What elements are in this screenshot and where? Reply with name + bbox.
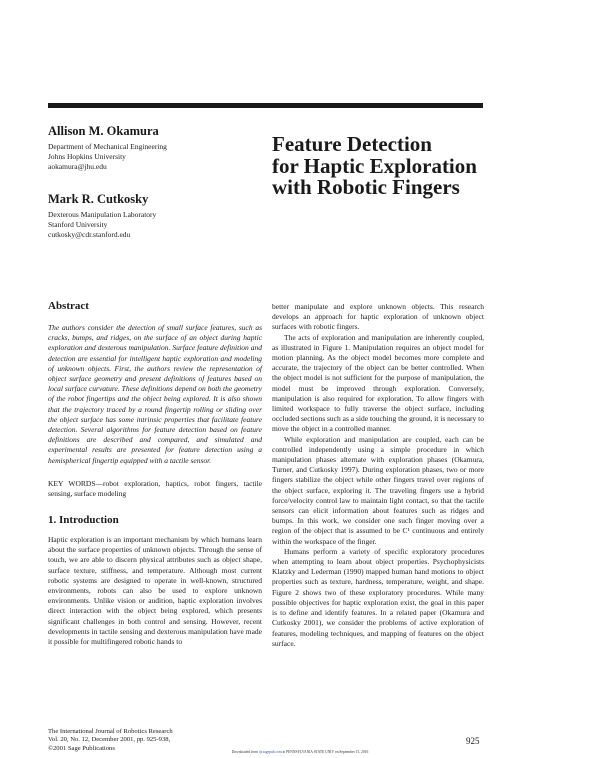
paper-title: [272, 134, 477, 199]
affiliation-line: Stanford University: [48, 220, 108, 230]
paragraph: better manipulate and explore unknown objects. This research develops an approach for haptic exploration of unknown object surfaces with robotic fingers.: [272, 302, 484, 332]
download-prefix: Downloaded from: [231, 750, 258, 754]
paragraph: Humans perform a variety of specific exploratory procedures when attempting to learn about object properties. Psychophysicists Klatzky and Lederman (1990) mapped human hand motions to object properties such as texture, hardness, temperature, weight, and shape. Figure 2 shows two of these exploratory procedures. While many possible objectives for haptic exploration exist, the goal in this paper is to define and identify features. In a related paper (Okamura and Cutkosky 2001), we consider the problems of active exploration of features, modeling techniques, and mapping of features on the object surface.: [272, 546, 484, 648]
author-name-2: Mark R. Cutkosky: [48, 192, 149, 206]
journal-volume: Vol. 20, No. 12, December 2001, pp. 925-938,: [48, 736, 171, 744]
top-rule: [48, 103, 483, 108]
title-line: with Robotic Fingers: [272, 175, 460, 199]
abstract-heading: Abstract: [48, 300, 89, 312]
author-email: aokamura@jhu.edu: [48, 162, 107, 172]
author-name-1: Allison M. Okamura: [48, 124, 159, 138]
title-line: for Haptic Exploration: [272, 153, 477, 178]
author-affiliation-2: [48, 210, 156, 241]
download-suffix: at PENNSYLVANIA STATE UNIV on September 15, 2016: [282, 750, 369, 754]
download-link[interactable]: ijr.sagepub.com: [258, 750, 282, 754]
paragraph: While exploration and manipulation are coupled, each can be controlled independently using a simple procedure in which manipulation phases alternate with exploration phases (Okamura, Turner, and Cutkosky 1997). During exploration phases, two or more fingers stabilize the object while other fingers travel over regions of the object surface, exploring it. The traveling fingers use a hybrid force/velocity control law to maintain light contact, so that the tactile sensors can elicit information about features such as ridges and bumps. In this work, we consider one such finger moving over a region of the object that is assumed to be C¹ continuous and entirely within the workspace of the finger.: [272, 434, 484, 546]
affiliation-line: Johns Hopkins University: [48, 152, 126, 162]
paragraph: The acts of exploration and manipulation are inherently coupled, as illustrated in Figure 1. Manipulation requires an object model for motion planning. As the object model becomes more complete and accurate, the trajectory of the object can be better controlled. When the object model is not sufficient for the purpose of manipulation, the model must be improved through exploration. Conversely, manipulation is also required for exploration. To allow fingers with limited workspace to fully traverse the object surface, including occluded sections such as a side touching the ground, it is necessary to move the object in a controlled manner.: [272, 332, 484, 434]
affiliation-line: Department of Mechanical Engineering: [48, 142, 167, 151]
abstract-text: The authors consider the detection of small surface features, such as cracks, bumps, and ridges, on the surface of an object during haptic exploration and dexterous manipulation. Surface feature definition and detection are essential for intelligent haptic exploration and modeling of unknown objects. First, the authors review the representation of object surface geometry and present definitions of features based on local surface curvature. These definitions depend on both the geometry of the robot fingertips and the object being explored. It is also shown that the trajectory traced by a round fingertip rolling or sliding over the object surface has some intrinsic properties that facilitate feature detection. Several algorithms for feature detection based on feature definitions are described and compared, and simulated and experimental results are presented for feature detection using a hemispherical fingertip equipped with a tactile sensor.: [48, 323, 262, 465]
right-column: [272, 302, 484, 649]
author-affiliation-1: [48, 142, 167, 173]
affiliation-line: Dexterous Manipulation Laboratory: [48, 210, 157, 219]
journal-copyright: ©2001 Sage Publications: [48, 744, 115, 752]
introduction-text: Haptic exploration is an important mechanism by which humans learn about the surface properties of unknown objects. Through the sense of touch, we are able to discern physical attributes such as object shape, surface texture, stiffness, and temperature. Although most current robotic systems are designed to operate in well-known, structured environments, robots can also be used to explore unknown environments. Unlike vision or audition, haptic exploration involves direct interaction with the object being explored, which presents significant challenges in both control and sensing. However, recent developments in tactile sensing and dexterous manipulation have made it possible for multifingered robotic hands to: [48, 535, 262, 647]
download-note: [0, 750, 600, 754]
introduction-heading: 1. Introduction: [48, 514, 119, 526]
journal-name: The International Journal of Robotics Research: [48, 728, 173, 735]
page-number: 925: [466, 736, 480, 746]
keywords: KEY WORDS—robot exploration, haptics, robot fingers, tactile sensing, surface modeling: [48, 479, 262, 499]
title-line: Feature Detection: [272, 132, 432, 156]
author-email: cutkosky@cdr.stanford.edu: [48, 230, 131, 240]
